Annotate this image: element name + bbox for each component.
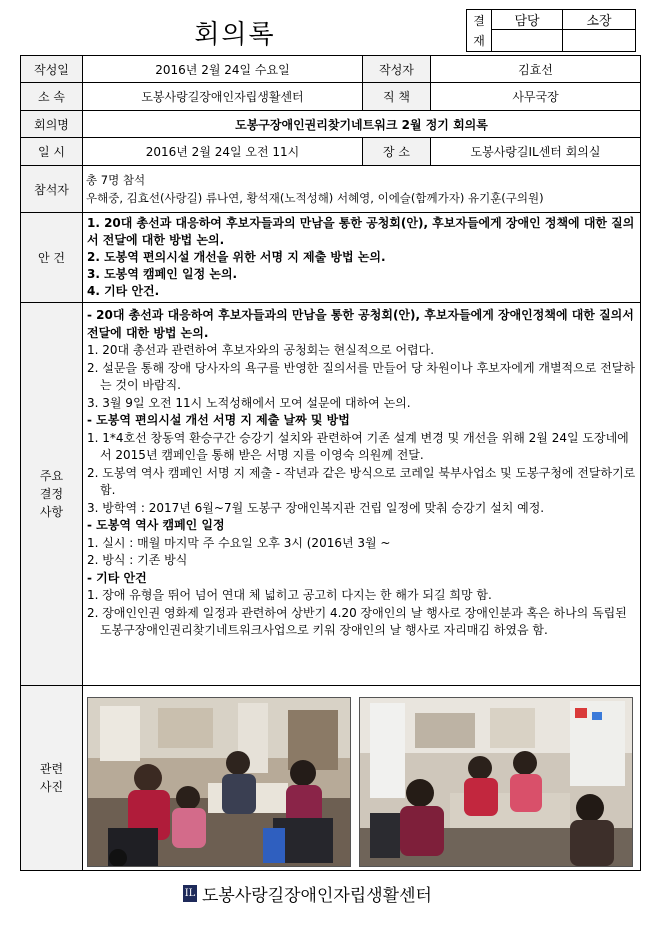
approval-sign-director	[563, 30, 636, 52]
place-label: 장 소	[363, 138, 431, 166]
agenda-item: 3. 도봉역 캠페인 일정 논의.	[87, 267, 238, 281]
decision-item: 3. 방학역 : 2017년 6월~7월 도봉구 장애인복지관 건립 일정에 맞춰 승강기 설치 예정.	[87, 500, 545, 515]
attendees-cell	[83, 166, 641, 213]
decision-item: 1. 장애 유형을 뛰어 넘어 연대 체 넓히고 공고히 다지는 한 해가 되길 희망 함.	[87, 588, 492, 602]
decision-item: 2. 도봉역 역사 캠페인 서명 지 제출 - 작년과 같은 방식으로 코레일 북부사업소 및 도봉구청에 전달하기로 함.	[87, 465, 636, 497]
position-value: 사무국장	[431, 83, 641, 111]
org-value: 도봉사랑길장애인자립생활센터	[83, 83, 363, 111]
agenda-item: 4. 기타 안건.	[87, 284, 160, 298]
meeting-label: 회의명	[21, 111, 83, 138]
meeting-photo-2-image	[360, 698, 632, 866]
decision-item: 1. 20대 총선과 관련하여 후보자와의 공청회는 현실적으로 어렵다.	[87, 343, 435, 357]
approval-col-director: 소장	[563, 10, 636, 30]
decision-item: 2. 방식 : 기존 방식	[87, 553, 188, 567]
place-value: 도봉사랑길IL센터 회의실	[431, 138, 641, 166]
decision-section-heading: - 20대 총선과 대응하여 후보자들과의 만남을 통한 공청회(안), 후보자들에게 장애인정책에 대한 질의서 전달에 대한 방법 논의.	[87, 308, 634, 340]
attendees-list: 우해중, 김효선(사랑길) 류나연, 황석재(노적성해) 서혜영, 이에슬(함께가자) 유기훈(구의원)	[86, 191, 544, 205]
decision-item: 3. 3월 9일 오전 11시 노적성해에서 모여 설문에 대하여 논의.	[87, 395, 411, 410]
meeting-photo-2	[359, 697, 633, 867]
agenda-item: 1. 20대 총선과 대응하여 후보자들과의 만남을 통한 공청회(안), 후보자들에게 장애인 정책에 대한 질의서 전달에 대한 방법 논의.	[87, 216, 635, 247]
decision-item: 1. 1*4호선 창동역 환승구간 승강기 설치와 관련하여 기존 설계 변경 및 개선을 위해 2월 24일 도장네에서 2015년 캠페인을 통해 받은 서명 지를 이영숙 의원께 전달.	[87, 430, 629, 462]
approval-label: 결 재	[467, 10, 492, 52]
attendees-count: 총 7명 참석	[86, 173, 146, 187]
approval-sign-staff	[492, 30, 563, 52]
author-date-value: 2016년 2월 24일 수요일	[83, 56, 363, 83]
position-label: 직 책	[363, 83, 431, 111]
datetime-value: 2016년 2월 24일 오전 11시	[83, 138, 363, 166]
decisions-cell	[83, 303, 641, 686]
decision-item: 2. 장애인인권 영화제 일정과 관련하여 상반기 4.20 장애인의 날 행사로 장애인분과 혹은 하나의 독립된 도봉구장애인권리찾기네트워크사업으로 키워 장애인의 날 행사로 자리매김 하였음 함.	[87, 605, 627, 637]
org-label: 소 속	[21, 83, 83, 111]
decision-section-heading: - 기타 안건	[87, 570, 147, 585]
author-value: 김효선	[431, 56, 641, 83]
footer-org-name: 도봉사랑길장애인자립생활센터	[202, 886, 432, 906]
attendees-label: 참석자	[21, 166, 83, 213]
decision-section-heading: - 도봉역 편의시설 개선 서명 지 제출 날짜 및 방법	[87, 413, 350, 427]
footer	[183, 881, 432, 906]
meeting-photo-1	[87, 697, 351, 867]
decision-item: 2. 설문을 통해 장애 당사자의 욕구를 반영한 질의서를 만들어 당 차원이나 후보자에게 개별적으로 전달하는 것이 바람직.	[87, 360, 635, 392]
decisions-label: 주요 결정 사항	[21, 303, 83, 686]
author-date-label: 작성일	[21, 56, 83, 83]
agenda-item: 2. 도봉역 편의시설 개선을 위한 서명 지 제출 방법 논의.	[87, 250, 386, 264]
agenda-cell	[83, 213, 641, 303]
author-label: 작성자	[363, 56, 431, 83]
decision-item: 1. 실시 : 매월 마지막 주 수요일 오후 3시 (2016년 3월 ~	[87, 535, 391, 550]
meeting-title: 도봉구장애인권리찾기네트워크 2월 정기 회의록	[83, 111, 641, 138]
decision-section-heading: - 도봉역 역사 캠페인 일정	[87, 518, 225, 532]
photos-label: 관련 사진	[21, 686, 83, 871]
center-logo-icon: IL	[183, 885, 197, 902]
approval-table	[466, 9, 636, 52]
approval-col-staff: 담당	[492, 10, 563, 30]
meeting-photo-1-image	[88, 698, 350, 866]
datetime-label: 일 시	[21, 138, 83, 166]
page-title: 회의록	[194, 20, 276, 50]
agenda-label: 안 건	[21, 213, 83, 303]
